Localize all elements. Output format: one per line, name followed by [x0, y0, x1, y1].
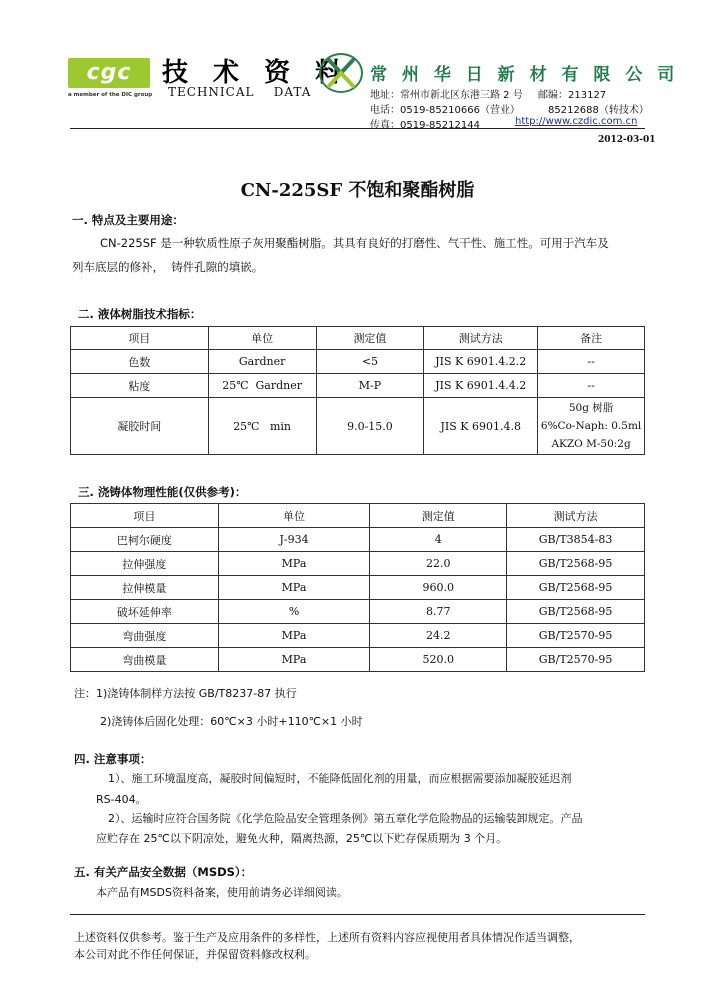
column-header: 项目 — [71, 327, 209, 350]
footer-divider — [70, 914, 645, 915]
table-cell: 弯曲模量 — [71, 648, 219, 672]
company-postcode: 邮编：213127 — [538, 90, 607, 101]
table-cell: JIS K 6901.4.8 — [424, 398, 538, 455]
header-divider — [70, 128, 645, 129]
table-row — [71, 350, 645, 374]
table-header-row — [71, 504, 645, 528]
table-cell: <5 — [316, 350, 424, 374]
column-header: 测定值 — [316, 327, 424, 350]
doc-type-title-en: TECHNICAL DATA — [168, 85, 312, 99]
note-2: 2)浇铸体后固化处理：60℃×3 小时+110℃×1 小时 — [100, 715, 363, 728]
msds-text: 本产品有MSDS资料备案，使用前请务必详细阅读。 — [96, 886, 348, 899]
gel-note-line: AKZO M-50:2g — [551, 438, 631, 450]
table-cell: 9.0-15.0 — [316, 398, 424, 455]
column-header: 测试方法 — [424, 327, 538, 350]
section4-heading: 四. 注意事项： — [74, 752, 152, 766]
document-date: 2012-03-01 — [598, 135, 656, 145]
precaution-1-line1: 1）、施工环境温度高，凝胶时间偏短时，不能降低固化剂的用量，而应根据需要添加凝胶延迟剂 — [108, 772, 572, 785]
table-header-row — [71, 327, 645, 350]
section2-heading: 二. 液体树脂技术指标： — [78, 307, 202, 321]
section1-line2: 列车底层的修补， 铸件孔隙的填嵌。 — [72, 260, 264, 274]
table-row — [71, 398, 645, 455]
table-cell: -- — [538, 350, 645, 374]
table-cell: 破坏延伸率 — [71, 600, 219, 624]
logo-subtitle: a member of the DIC group — [68, 92, 153, 98]
table-cell: MPa — [218, 552, 370, 576]
table-cell: 粘度 — [71, 374, 209, 398]
gel-time-note-cell — [538, 398, 645, 455]
table-cell: GB/T2570-95 — [507, 648, 645, 672]
table-row — [71, 552, 645, 576]
column-header: 备注 — [538, 327, 645, 350]
table-cell: 拉伸强度 — [71, 552, 219, 576]
table-cell: 25℃ min — [208, 398, 316, 455]
table-cell: GB/T3854-83 — [507, 528, 645, 552]
table-row — [71, 648, 645, 672]
disclaimer-line1: 上述资料仅供参考。鉴于生产及应用条件的多样性，上述所有资料内容应视使用者具体情况作适当调整， — [74, 931, 580, 944]
table-cell: 960.0 — [370, 576, 507, 600]
gel-note-line: 6%Co-Naph: 0.5ml — [540, 420, 642, 432]
column-header: 单位 — [218, 504, 370, 528]
section1-line1: CN-225SF 是一种软质性原子灰用聚酯树脂。其具有良好的打磨性、气干性、施工性。可用于汽车及 — [100, 236, 609, 250]
column-header: 单位 — [208, 327, 316, 350]
logo-text: cgc — [86, 60, 132, 85]
company-phone-tech: 85212688（转技术） — [548, 105, 649, 116]
company-name: 常 州 华 日 新 材 有 限 公 司 — [370, 65, 679, 85]
column-header: 测试方法 — [507, 504, 645, 528]
company-address: 地址：常州市新北区东港三路 2 号 — [370, 90, 523, 101]
table-cell: MPa — [218, 648, 370, 672]
table-cell: JIS K 6901.4.4.2 — [424, 374, 538, 398]
table-row — [71, 600, 645, 624]
liquid-resin-spec-table — [70, 326, 645, 455]
table-cell: 24.2 — [370, 624, 507, 648]
table-row — [71, 624, 645, 648]
company-emblem-icon — [318, 52, 364, 94]
table-cell: M-P — [316, 374, 424, 398]
document-title: CN-225SF 不饱和聚酯树脂 — [240, 180, 475, 201]
precaution-1-line2: RS-404。 — [96, 793, 147, 806]
section3-heading: 三. 浇铸体物理性能(仅供参考)： — [78, 485, 247, 499]
disclaimer-line2: 本公司对此不作任何保证，并保留资料修改权利。 — [74, 948, 316, 961]
note-1: 注：1)浇铸体制样方法按 GB/T8237-87 执行 — [74, 687, 297, 700]
table-cell: 22.0 — [370, 552, 507, 576]
table-cell: MPa — [218, 576, 370, 600]
table-cell: 凝胶时间 — [71, 398, 209, 455]
table-cell: 25℃ Gardner — [208, 374, 316, 398]
table-cell: J-934 — [218, 528, 370, 552]
table-row — [71, 576, 645, 600]
table-cell: % — [218, 600, 370, 624]
company-logo — [68, 58, 150, 88]
company-fax: 传真：0519-85212144 — [370, 120, 480, 131]
table-cell: -- — [538, 374, 645, 398]
table-cell: 8.77 — [370, 600, 507, 624]
table-cell: GB/T2568-95 — [507, 600, 645, 624]
company-website-link[interactable]: http://www.czdic.com.cn — [515, 116, 638, 127]
table-cell: JIS K 6901.4.2.2 — [424, 350, 538, 374]
section5-heading: 五. 有关产品安全数据（MSDS）： — [74, 865, 253, 879]
gel-note-line: 50g 树脂 — [568, 402, 614, 414]
table-row — [71, 374, 645, 398]
table-cell: 弯曲强度 — [71, 624, 219, 648]
table-cell: 520.0 — [370, 648, 507, 672]
table-cell: 拉伸模量 — [71, 576, 219, 600]
section1-heading: 一. 特点及主要用途： — [72, 213, 184, 227]
column-header: 测定值 — [370, 504, 507, 528]
table-cell: GB/T2568-95 — [507, 576, 645, 600]
company-phone: 电话：0519-85210666（营业） — [370, 105, 520, 116]
precaution-2-line2: 应贮存在 25℃以下阴凉处，避免火种，隔离热源，25℃以下贮存保质期为 3 个月。 — [96, 832, 508, 845]
table-cell: MPa — [218, 624, 370, 648]
table-row — [71, 528, 645, 552]
column-header: 项目 — [71, 504, 219, 528]
table-cell: 4 — [370, 528, 507, 552]
precaution-2-line1: 2）、运输时应符合国务院《化学危险品安全管理条例》第五章化学危险物品的运输装卸规定。产品 — [108, 812, 583, 825]
table-cell: Gardner — [208, 350, 316, 374]
doc-type-title-cn: 技 术 资 料 — [162, 58, 350, 88]
table-cell: 巴柯尔硬度 — [71, 528, 219, 552]
table-cell: GB/T2568-95 — [507, 552, 645, 576]
table-cell: 色数 — [71, 350, 209, 374]
table-cell: GB/T2570-95 — [507, 624, 645, 648]
cast-physical-properties-table — [70, 503, 645, 672]
